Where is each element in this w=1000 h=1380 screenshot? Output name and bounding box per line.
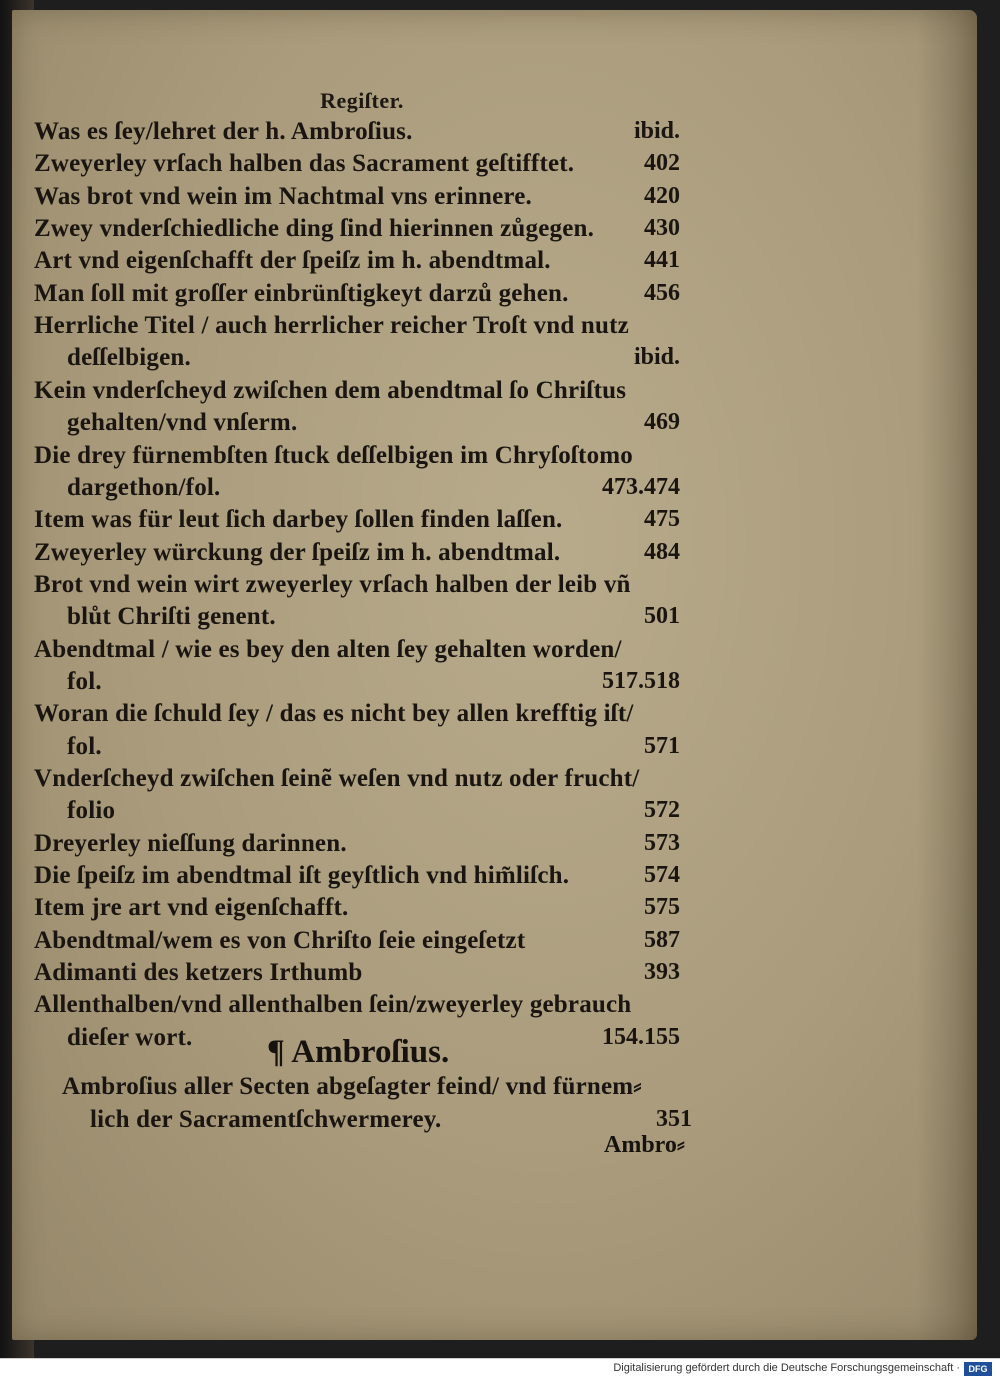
entry-text: Ambroſius aller Secten abgeſagter feind/ vnd fürnem⸗ — [62, 1073, 642, 1100]
entry-text: Zweyerley würckung der ſpeiſz im h. abendtmal. — [34, 538, 561, 566]
entry-page-number: 574 — [644, 862, 680, 889]
entry-page-number: 573 — [644, 829, 680, 856]
entry-text: Adimanti des ketzers Irthumb — [34, 959, 363, 987]
entry-text: lich der Sacramentſchwermerey. — [90, 1106, 442, 1133]
entry-text: Abendtmal / wie es bey den alten ſey gehalten worden/ — [34, 635, 622, 663]
footer-credit: Digitalisierung gefördert durch die Deutsche Forschungsgemeinschaft · — [613, 1362, 960, 1374]
entry-text: dargethon/fol. — [67, 473, 221, 501]
entry-page-number: 572 — [644, 797, 680, 824]
entry-text: Zweyerley vrſach halben das Sacrament geſtifftet. — [34, 150, 575, 178]
entry-text: deſſelbigen. — [67, 344, 191, 372]
register-entry — [12, 215, 680, 247]
entry-page-number: 517.518 — [602, 667, 680, 694]
register-entry — [12, 733, 680, 765]
register-entries — [12, 10, 977, 1340]
entry-text: Allenthalben/vnd allenthalben ſein/zweyerley gebrauch — [34, 991, 632, 1019]
register-entry — [12, 700, 680, 732]
footer-bar — [0, 1358, 1000, 1380]
register-entry — [12, 1106, 692, 1138]
entry-text: Herrliche Titel / auch herrlicher reicher Troſt vnd nutz — [34, 312, 629, 340]
entry-page-number: 351 — [656, 1106, 692, 1132]
register-entry — [12, 765, 680, 797]
entry-text: gehalten/vnd vnſerm. — [67, 409, 298, 437]
entry-page-number: 430 — [644, 215, 680, 242]
entry-page-number: 575 — [644, 894, 680, 921]
register-entry — [12, 312, 680, 344]
register-entry — [12, 830, 680, 862]
register-entry — [12, 474, 680, 506]
entry-page-number: 475 — [644, 506, 680, 533]
entry-page-number: ibid. — [633, 344, 680, 371]
register-entry — [12, 571, 680, 603]
entry-page-number: 501 — [644, 603, 680, 630]
entry-text: blůt Chriſti genent. — [67, 603, 276, 631]
register-entry — [12, 603, 680, 635]
entry-text: Abendtmal/wem es von Chriſto ſeie eingeſetzt — [34, 926, 526, 954]
entry-page-number: 456 — [644, 279, 680, 306]
register-entry — [12, 280, 680, 312]
register-entry — [12, 927, 680, 959]
entry-text: Die ſpeiſz im abendtmal iſt geyſtlich vnd him̃liſch. — [34, 862, 570, 890]
entry-text: Was es ſey/lehret der h. Ambroſius. — [34, 118, 413, 145]
entry-text: Art vnd eigenſchafft der ſpeiſz im h. abendtmal. — [34, 247, 551, 275]
entry-page-number: 571 — [644, 732, 680, 759]
register-entry — [12, 797, 680, 829]
register-entry — [12, 409, 680, 441]
entry-page-number: ibid. — [633, 118, 680, 144]
entry-text: Woran die ſchuld ſey / das es nicht bey allen krefftig iſt/ — [34, 700, 634, 728]
entry-text: Item jre art vnd eigenſchafft. — [34, 894, 349, 922]
entry-text: fol. — [67, 732, 102, 760]
entry-page-number: 587 — [644, 926, 680, 953]
register-entry — [12, 506, 680, 538]
page-header: Regiſter. — [320, 88, 404, 113]
entry-text: Zwey vnderſchiedliche ding ſind hierinnen zůgegen. — [34, 215, 595, 243]
entry-page-number: 469 — [644, 409, 680, 436]
register-entry — [12, 1073, 692, 1105]
entry-page-number: 484 — [644, 538, 680, 565]
dfg-logo: DFG — [964, 1362, 992, 1376]
entry-text: Was brot vnd wein im Nachtmal vns erinnere. — [34, 182, 532, 210]
register-entry — [12, 183, 680, 215]
register-entry — [12, 959, 680, 991]
paper-page — [12, 10, 977, 1340]
register-entry — [12, 377, 680, 409]
entry-text: Kein vnderſcheyd zwiſchen dem abendtmal ſo Chriſtus — [34, 376, 627, 404]
entry-page-number: 441 — [644, 247, 680, 274]
entry-text: Dreyerley nieſſung darinnen. — [34, 829, 347, 857]
register-entry — [12, 118, 680, 150]
register-entry — [12, 894, 680, 926]
catchword: Ambro⸗ — [604, 1132, 685, 1158]
entry-text: Man ſoll mit groſſer einbrünſtigkeyt darzů gehen. — [34, 279, 569, 307]
entry-text: Item was für leut ſich darbey ſollen finden laſſen. — [34, 506, 563, 534]
entry-page-number: 420 — [644, 182, 680, 209]
register-entry — [12, 539, 680, 571]
register-entry — [12, 344, 680, 376]
entry-text: Brot vnd wein wirt zweyerley vrſach halben der leib vñ — [34, 570, 631, 598]
entry-text: Vnderſcheyd zwiſchen ſeinẽ weſen vnd nutz oder frucht/ — [34, 765, 640, 792]
register-entry — [12, 991, 680, 1023]
entry-text: Die drey fürnembſten ſtuck deſſelbigen im Chryſoſtomo — [34, 441, 633, 469]
register-entry — [12, 668, 680, 700]
register-entry — [12, 636, 680, 668]
register-entry — [12, 247, 680, 279]
section-heading: ¶ Ambroſius. — [267, 1034, 450, 1070]
register-entry — [12, 862, 680, 894]
entry-page-number: 402 — [644, 150, 680, 177]
entry-text: folio — [67, 797, 116, 825]
entry-page-number: 154.155 — [602, 1023, 680, 1050]
entry-page-number: 393 — [644, 959, 680, 986]
register-entry — [12, 150, 680, 182]
entry-text: dieſer wort. — [67, 1023, 193, 1051]
entry-page-number: 473.474 — [602, 473, 680, 500]
entry-text: fol. — [67, 667, 102, 695]
register-entry — [12, 442, 680, 474]
